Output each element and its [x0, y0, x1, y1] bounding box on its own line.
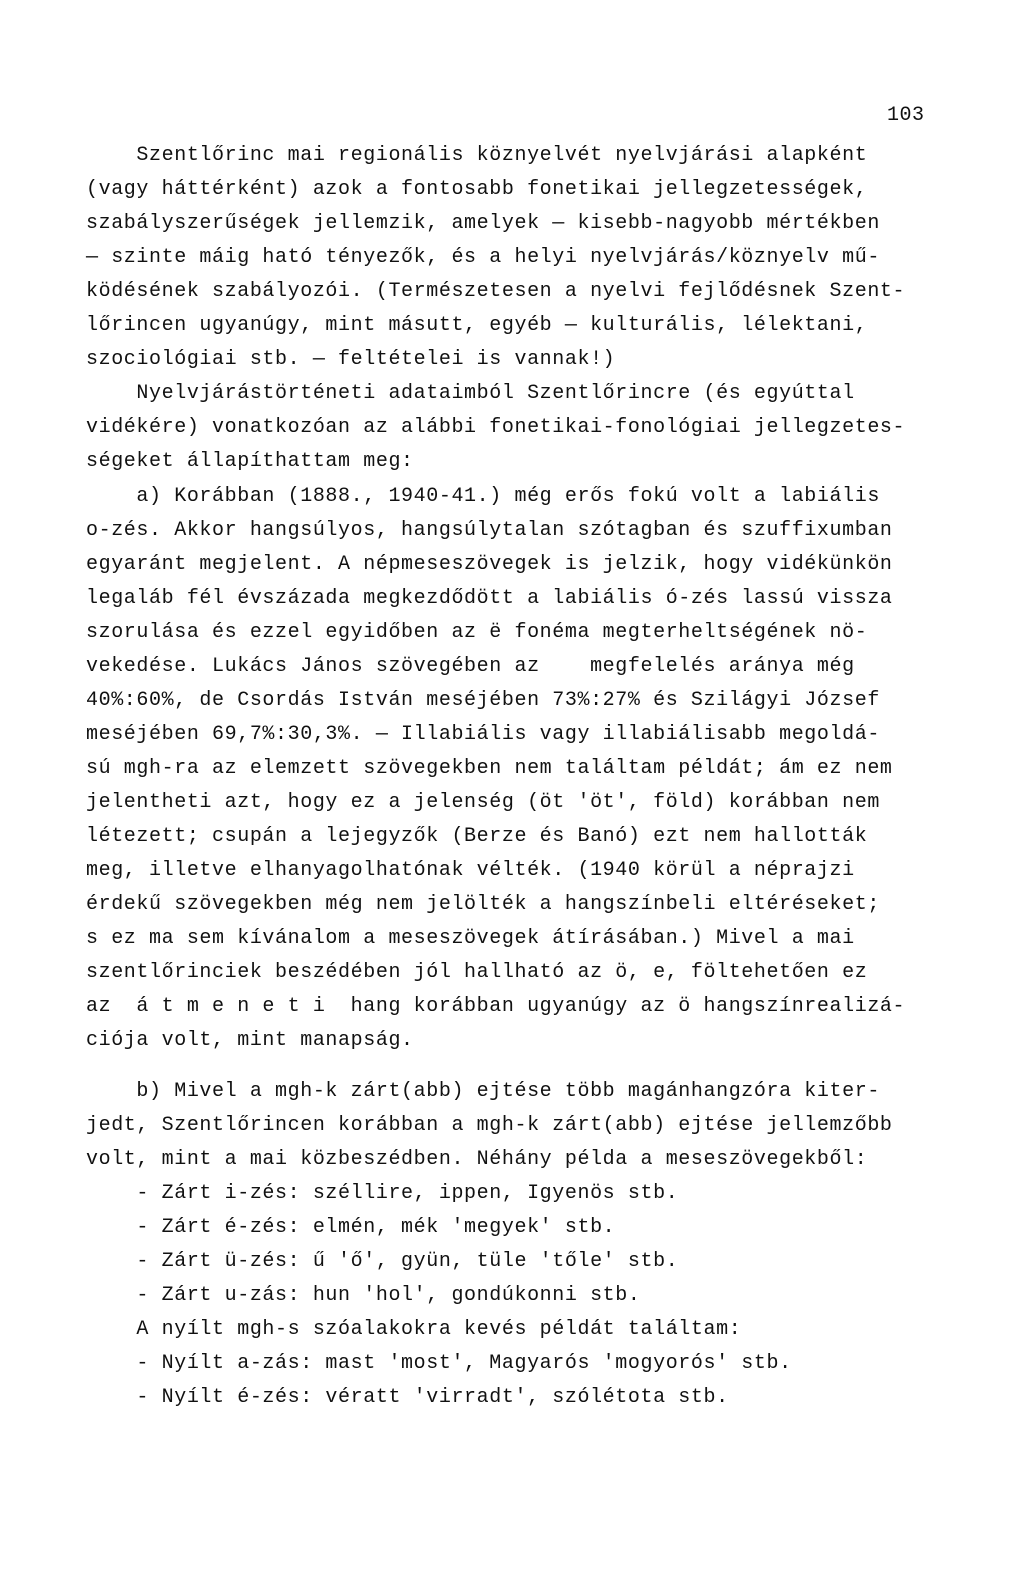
text-line: ciója volt, mint manapság. — [86, 1029, 414, 1052]
text-line: A nyílt mgh-s szóalakokra kevés példát találtam: — [86, 1318, 742, 1341]
example-line: - Zárt ü-zés: ű 'ő', gyün, tüle 'tőle' stb. — [86, 1250, 679, 1273]
example-line: - Nyílt a-zás: mast 'most', Magyarós 'mogyorós' stb. — [86, 1352, 792, 1375]
text-line: szentlőrinciek beszédében jól hallható az ö, e, föltehetően ez — [86, 961, 868, 984]
text-line: ködésének szabályozói. (Természetesen a nyelvi fejlődésnek Szent- — [86, 280, 906, 303]
text-line: egyaránt megjelent. A népmeseszövegek is jelzik, hogy vidékünkön — [86, 553, 893, 576]
text-line: volt, mint a mai közbeszédben. Néhány példa a meseszövegekből: — [86, 1148, 868, 1171]
page-number: 103 — [887, 104, 925, 127]
text-line: jedt, Szentlőrincen korábban a mgh-k zárt(abb) ejtése jellemzőbb — [86, 1114, 893, 1137]
text-line: meséjében 69,7%:30,3%. — Illabiális vagy illabiálisabb megoldá- — [86, 723, 880, 746]
text-line: ségeket állapíthattam meg: — [86, 450, 414, 473]
text-line: legaláb fél évszázada megkezdődött a labiális ó-zés lassú vissza — [86, 587, 893, 610]
text-line: az á t m e n e t i hang korábban ugyanúgy az ö hangszínrealizá- — [86, 995, 906, 1018]
text-line: Szentlőrinc mai regionális köznyelvét nyelvjárási alapként — [86, 144, 868, 167]
text-line: 40%:60%, de Csordás István meséjében 73%:27% és Szilágyi József — [86, 689, 880, 712]
example-line: - Nyílt é-zés: vératt 'virradt', szólétota stb. — [86, 1386, 729, 1409]
text-line: szociológiai stb. — feltételei is vannak!) — [86, 348, 616, 371]
text-line: lőrincen ugyanúgy, mint másutt, egyéb — kulturális, lélektani, — [86, 314, 868, 337]
text-line: jelentheti azt, hogy ez a jelenség (öt 'öt', föld) korábban nem — [86, 791, 880, 814]
text-line: vekedése. Lukács János szövegében az megfelelés aránya még — [86, 655, 855, 678]
text-line: szabályszerűségek jellemzik, amelyek — kisebb-nagyobb mértékben — [86, 212, 880, 235]
example-line: - Zárt é-zés: elmén, mék 'megyek' stb. — [86, 1216, 616, 1239]
example-line: - Zárt u-zás: hun 'hol', gondúkonni stb. — [86, 1284, 641, 1307]
text-line: (vagy háttérként) azok a fontosabb fonetikai jellegzetességek, — [86, 178, 868, 201]
text-line: létezett; csupán a lejegyzők (Berze és Banó) ezt nem hallották — [86, 825, 868, 848]
text-line: — szinte máig ható tényezők, és a helyi nyelvjárás/köznyelv mű- — [86, 246, 880, 269]
text-line: o-zés. Akkor hangsúlyos, hangsúlytalan szótagban és szuffixumban — [86, 519, 893, 542]
text-line: sú mgh-ra az elemzett szövegekben nem találtam példát; ám ez nem — [86, 757, 893, 780]
text-line: meg, illetve elhanyagolhatónak vélték. (1940 körül a néprajzi — [86, 859, 855, 882]
text-line: b) Mivel a mgh-k zárt(abb) ejtése több magánhangzóra kiter- — [86, 1080, 880, 1103]
example-line: - Zárt i-zés: széllire, ippen, Igyenös stb. — [86, 1182, 679, 1205]
text-line: érdekű szövegekben még nem jelölték a hangszínbeli eltéréseket; — [86, 893, 880, 916]
text-line: Nyelvjárástörténeti adataimból Szentlőrincre (és egyúttal — [86, 382, 855, 405]
text-line: vidékére) vonatkozóan az alábbi fonetikai-fonológiai jellegzetes- — [86, 416, 906, 439]
text-line: szorulása és ezzel egyidőben az ë fonéma megterheltségének nö- — [86, 621, 868, 644]
text-line: a) Korábban (1888., 1940-41.) még erős fokú volt a labiális — [86, 485, 880, 508]
text-line: s ez ma sem kívánalom a meseszövegek átírásában.) Mivel a mai — [86, 927, 855, 950]
